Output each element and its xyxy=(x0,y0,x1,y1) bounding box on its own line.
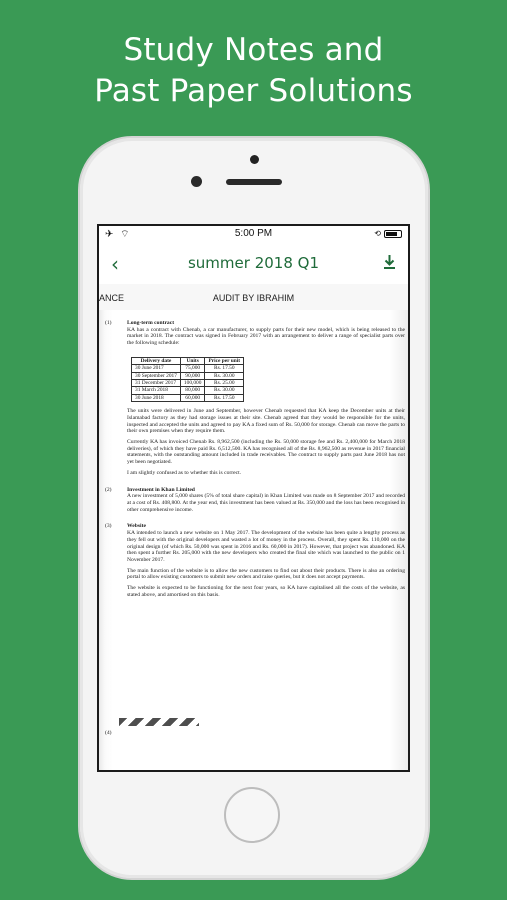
phone-screen xyxy=(97,224,410,772)
header-left-fragment: ANCE xyxy=(99,293,125,303)
table-cell: 75,000 xyxy=(180,365,205,372)
paragraph: The website is expected to be functioning for the next four years, so KA have capitalised all the costs of the website, as stated above, and amortised on this basis. xyxy=(127,585,405,598)
next-item-number: (4) xyxy=(105,730,112,736)
paragraph: A new investment of 5,000 shares (5% of total share capital) in Khan Limited was made on 8 September 2017 and recorded at a cost of Rs. 408,800. At the year end, this investment has been valued at Rs. 350,000 and the loss has been recognised in other comprehensive income. xyxy=(127,493,405,513)
document-header xyxy=(99,284,408,310)
table-header: Delivery date xyxy=(132,357,181,364)
rotation-lock-icon: ⟲ xyxy=(374,229,381,238)
table-cell: Rs. 30.00 xyxy=(205,387,244,394)
airplane-wifi-icon: ✈ ⌔ xyxy=(105,229,132,240)
table-row xyxy=(132,387,244,394)
table-cell: 90,000 xyxy=(180,372,205,379)
delivery-schedule-table xyxy=(131,357,244,402)
status-bar xyxy=(99,226,408,242)
item-heading: Investment in Khan Limited xyxy=(127,486,195,493)
download-icon[interactable] xyxy=(383,254,396,270)
table-row xyxy=(132,372,244,379)
table-cell: 31 March 2018 xyxy=(132,387,181,394)
table-cell: Rs. 17.50 xyxy=(205,365,244,372)
item-number-spacer xyxy=(105,408,127,480)
table-cell: 31 December 2017 xyxy=(132,380,181,387)
paragraph: I am slightly confused as to whether this is correct. xyxy=(127,469,242,476)
item-heading: Website xyxy=(127,523,146,530)
item-body xyxy=(127,487,405,518)
table-header: Price per unit xyxy=(205,357,244,364)
nav-bar xyxy=(99,242,408,284)
table-row xyxy=(132,365,244,372)
list-item xyxy=(105,487,405,518)
status-time: 5:00 PM xyxy=(234,228,273,239)
headline-line-1: Study Notes and xyxy=(123,32,384,68)
promo-headline xyxy=(0,30,507,112)
table-cell: 80,000 xyxy=(180,387,205,394)
paragraph: KA has a contract with Chenab, a car manufacturer, to supply parts for their new model, which is being released to the market in 2018. The contract was signed in February 2017 with an arrangement to deliver a range of specialist parts over the following schedule: xyxy=(127,326,405,347)
front-camera xyxy=(191,176,202,187)
list-item xyxy=(105,320,405,351)
earpiece-speaker xyxy=(226,179,282,185)
home-button[interactable] xyxy=(224,787,280,843)
paragraph: Currently KA has invoiced Chenab Rs. 8,962,500 (including the Rs. 50,000 storage fee and Rs. 2,400,000 for March 2018 deliveries), of which they have paid Rs. 6,512,500. KA has recognised all of the Rs. 8,962,500 as revenue in 2017 financial statements, with the outstanding amount included in trade receivables. The contract to supply parts past June 2018 has not yet been negotiated. xyxy=(127,439,405,466)
torn-edge xyxy=(119,718,199,726)
list-item-continued xyxy=(105,408,405,480)
table-row xyxy=(132,380,244,387)
table-cell: Rs. 25.00 xyxy=(205,380,244,387)
phone-frame xyxy=(80,138,428,878)
headline-line-2: Past Paper Solutions xyxy=(94,73,413,109)
item-body xyxy=(127,408,405,480)
item-number: (1) xyxy=(105,320,112,326)
list-item xyxy=(105,523,405,602)
camera-dot xyxy=(250,155,259,164)
table-cell: 30 June 2018 xyxy=(132,394,181,401)
back-button[interactable]: ‹ xyxy=(111,252,119,276)
paragraph: KA intended to launch a new website on 1 May 2017. The development of the website has been quite a lengthy process as they fell out with the original developers and wasted a lot of money in the process. Overall, they spent Rs. 110,000 on the original design (of which Rs. 50,000 was spent in 2016 and Rs. 60,000 in 2017). However, that project was abandoned. KA then spent a further Rs. 205,000 with the new developers who created the final site which was launched to the public on 1 November 2017. xyxy=(127,530,405,563)
paragraph: The main function of the website is to allow the new customers to find out about their products. There is also an ordering portal to allow existing customers to submit new orders and raise queries, but it does not accept payments. xyxy=(127,567,405,581)
document-page[interactable] xyxy=(99,310,408,770)
item-number: (3) xyxy=(105,523,112,530)
table-cell: 60,000 xyxy=(180,394,205,401)
item-number: (2) xyxy=(105,486,112,493)
battery-icon xyxy=(384,230,402,238)
status-right xyxy=(374,229,402,238)
document-content xyxy=(105,320,405,608)
item-heading: Long-term contract xyxy=(127,320,175,326)
table-cell: 100,000 xyxy=(180,380,205,387)
page-title: summer 2018 Q1 xyxy=(187,254,319,272)
table-cell: Rs. 30.00 xyxy=(205,372,244,379)
item-body xyxy=(127,523,405,602)
table-cell: 30 June 2017 xyxy=(132,365,181,372)
table-cell: 30 September 2017 xyxy=(132,372,181,379)
table-cell: Rs. 17.50 xyxy=(205,394,244,401)
item-body xyxy=(127,320,405,351)
header-title: AUDIT BY IBRAHIM xyxy=(212,293,295,303)
paragraph: The units were delivered in June and September, however Chenab requested that KA keep the December units at their Islamabad factory as they had storage issues at their site. Chenab agreed that they would be responsible for the units, inspected and accepted the units and agreed to pay KA a fixed sum of Rs. 50,000 for storage. Chenab can move the parts to their own premises when they require them. xyxy=(127,408,405,435)
table-header: Units xyxy=(180,357,205,364)
table-row xyxy=(132,394,244,401)
